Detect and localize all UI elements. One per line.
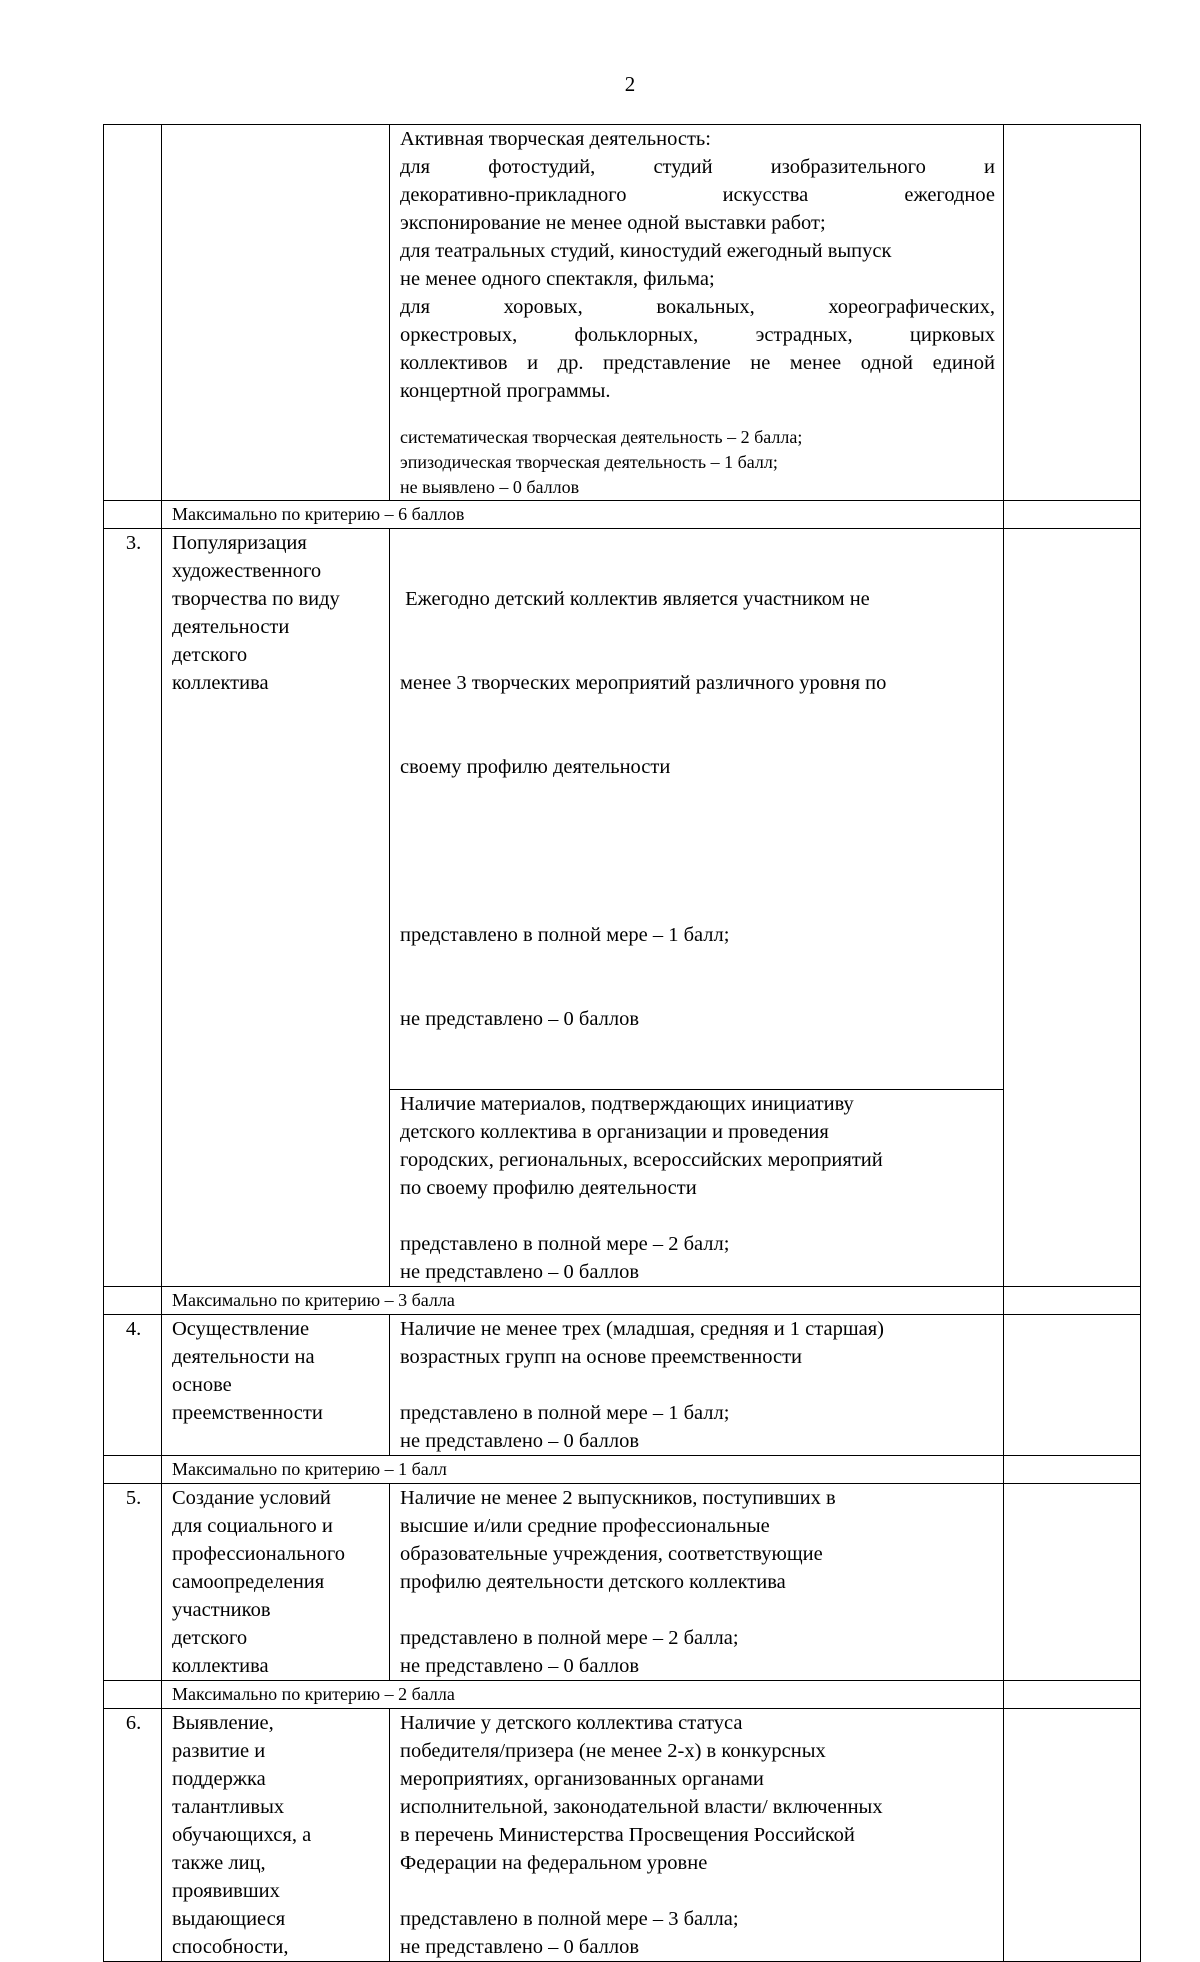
description-line: для театральных студий, киностудий ежегодный выпуск bbox=[400, 240, 892, 262]
description-line: Ежегодно детский коллектив является участником не bbox=[400, 588, 870, 610]
description-line: оркестровых, фольклорных, эстрадных, цирковых bbox=[400, 324, 995, 346]
criterion-name-line: способности, bbox=[172, 1936, 289, 1958]
description-line: детского коллектива в организации и проведения bbox=[400, 1121, 829, 1143]
criterion-name-line: основе bbox=[172, 1374, 232, 1396]
criterion-name-line: Осуществление bbox=[172, 1318, 310, 1340]
criterion-description-cell bbox=[390, 125, 1004, 501]
score-line: представлено в полной мере – 2 балл; bbox=[400, 1233, 730, 1255]
max-score-row bbox=[104, 1287, 1141, 1315]
criterion-name-line: деятельности bbox=[172, 616, 290, 638]
criterion-name-line: детского bbox=[172, 1627, 248, 1649]
criterion-description-cell bbox=[390, 1315, 1004, 1456]
score-cell bbox=[1004, 501, 1141, 529]
criterion-name-line: деятельности на bbox=[172, 1346, 315, 1368]
criterion-name-cell bbox=[162, 1709, 390, 1962]
table-row bbox=[104, 1709, 1141, 1962]
score-cell bbox=[1004, 1287, 1141, 1315]
score-cell bbox=[1004, 125, 1141, 501]
max-score-row bbox=[104, 1681, 1141, 1709]
criterion-number: 4. bbox=[104, 1315, 162, 1456]
description-line: высшие и/или средние профессиональные bbox=[400, 1515, 770, 1537]
description-line: Наличие материалов, подтверждающих инициативу bbox=[400, 1093, 854, 1115]
criterion-name-cell bbox=[162, 1484, 390, 1681]
criterion-number-cell bbox=[104, 125, 162, 501]
max-score-text: Максимально по критерию – 3 балла bbox=[162, 1287, 1004, 1315]
criterion-description-cell bbox=[390, 1090, 1004, 1287]
table-row bbox=[104, 1315, 1141, 1456]
description-line: по своему профилю деятельности bbox=[400, 1177, 697, 1199]
score-line: не выявлено – 0 баллов bbox=[400, 477, 580, 497]
score-line: систематическая творческая деятельность – 2 балла; bbox=[400, 427, 803, 447]
max-score-text: Максимально по критерию – 2 балла bbox=[162, 1681, 1004, 1709]
description-line: Наличие не менее трех (младшая, средняя и 1 старшая) bbox=[400, 1318, 884, 1340]
description-line: Наличие у детского коллектива статуса bbox=[400, 1712, 743, 1734]
criterion-name-line: выдающиеся bbox=[172, 1908, 286, 1930]
description-line: коллективов и др. представление не менее одной единой bbox=[400, 352, 995, 374]
max-score-text: Максимально по критерию – 6 баллов bbox=[162, 501, 1004, 529]
criterion-name-line: Создание условий bbox=[172, 1487, 331, 1509]
description-line: возрастных групп на основе преемственности bbox=[400, 1346, 803, 1368]
criterion-name-line: обучающихся, а bbox=[172, 1824, 312, 1846]
criterion-name-line: Выявление, bbox=[172, 1712, 274, 1734]
score-line: представлено в полной мере – 1 балл; bbox=[400, 1402, 730, 1424]
score-cell bbox=[1004, 1681, 1141, 1709]
criterion-number: 3. bbox=[104, 529, 162, 1287]
max-score-row bbox=[104, 501, 1141, 529]
criterion-name-line: самоопределения bbox=[172, 1571, 325, 1593]
criterion-name-line: поддержка bbox=[172, 1768, 266, 1790]
description-line: для фотостудий, студий изобразительного и bbox=[400, 156, 995, 178]
description-line: декоративно-прикладного искусства ежегодное bbox=[400, 184, 995, 206]
description-line: концертной программы. bbox=[400, 380, 611, 402]
criterion-description-cell bbox=[390, 1709, 1004, 1962]
description-line: для хоровых, вокальных, хореографических, bbox=[400, 296, 995, 318]
criterion-description-cell bbox=[390, 1484, 1004, 1681]
criterion-name-line: участников bbox=[172, 1599, 271, 1621]
criteria-table bbox=[103, 124, 1141, 1962]
criterion-name-line: развитие и bbox=[172, 1740, 266, 1762]
criterion-name-line: творчества по виду bbox=[172, 588, 340, 610]
description-line: экспонирование не менее одной выставки работ; bbox=[400, 212, 826, 234]
score-line: представлено в полной мере – 1 балл; bbox=[400, 924, 730, 946]
max-score-row bbox=[104, 1456, 1141, 1484]
criterion-name-line: талантливых bbox=[172, 1796, 285, 1818]
score-line: не представлено – 0 баллов bbox=[400, 1008, 640, 1030]
criterion-name-line: также лиц, bbox=[172, 1852, 266, 1874]
table-row bbox=[104, 529, 1141, 1090]
score-line: не представлено – 0 баллов bbox=[400, 1655, 640, 1677]
criterion-name-line: коллектива bbox=[172, 1655, 269, 1677]
score-cell bbox=[1004, 1484, 1141, 1681]
criterion-name-line: профессионального bbox=[172, 1543, 345, 1565]
score-line: не представлено – 0 баллов bbox=[400, 1430, 640, 1452]
criterion-name-line: проявивших bbox=[172, 1880, 280, 1902]
score-line: представлено в полной мере – 3 балла; bbox=[400, 1908, 739, 1930]
criterion-name-line: преемственности bbox=[172, 1402, 323, 1424]
table-row bbox=[104, 1484, 1141, 1681]
score-line: не представлено – 0 баллов bbox=[400, 1261, 640, 1283]
description-line: Активная творческая деятельность: bbox=[400, 128, 711, 150]
description-line: городских, региональных, всероссийских мероприятий bbox=[400, 1149, 883, 1171]
description-line: профилю деятельности детского коллектива bbox=[400, 1571, 786, 1593]
description-line: образовательные учреждения, соответствующие bbox=[400, 1543, 823, 1565]
criterion-name-line: детского bbox=[172, 644, 248, 666]
description-line: Наличие не менее 2 выпускников, поступивших в bbox=[400, 1487, 836, 1509]
score-cell bbox=[1004, 529, 1141, 1287]
description-line: своему профилю деятельности bbox=[400, 756, 671, 778]
table-row bbox=[104, 125, 1141, 501]
max-score-text: Максимально по критерию – 1 балл bbox=[162, 1456, 1004, 1484]
criterion-name-cell bbox=[162, 125, 390, 501]
score-cell bbox=[1004, 1709, 1141, 1962]
score-line: не представлено – 0 баллов bbox=[400, 1936, 640, 1958]
description-line: победителя/призера (не менее 2-х) в конкурсных bbox=[400, 1740, 826, 1762]
score-line: эпизодическая творческая деятельность – 1 балл; bbox=[400, 452, 778, 472]
criterion-name-line: Популяризация bbox=[172, 532, 307, 554]
page-number: 2 bbox=[624, 72, 636, 96]
description-line: в перечень Министерства Просвещения Российской bbox=[400, 1824, 855, 1846]
criterion-number: 6. bbox=[104, 1709, 162, 1962]
criterion-name-cell bbox=[162, 1315, 390, 1456]
score-line: представлено в полной мере – 2 балла; bbox=[400, 1627, 739, 1649]
description-line: не менее одного спектакля, фильма; bbox=[400, 268, 715, 290]
description-line: менее 3 творческих мероприятий различного уровня по bbox=[400, 672, 887, 694]
description-line: исполнительной, законодательной власти/ включенных bbox=[400, 1796, 883, 1818]
description-line: мероприятиях, организованных органами bbox=[400, 1768, 764, 1790]
description-line: Федерации на федеральном уровне bbox=[400, 1852, 708, 1874]
score-cell bbox=[1004, 1315, 1141, 1456]
criterion-name-line: коллектива bbox=[172, 672, 269, 694]
criterion-name-cell bbox=[162, 529, 390, 1287]
score-cell bbox=[1004, 1456, 1141, 1484]
criterion-name-line: художественного bbox=[172, 560, 322, 582]
criterion-description-cell bbox=[390, 529, 1004, 1090]
criterion-name-line: для социального и bbox=[172, 1515, 333, 1537]
criterion-number: 5. bbox=[104, 1484, 162, 1681]
